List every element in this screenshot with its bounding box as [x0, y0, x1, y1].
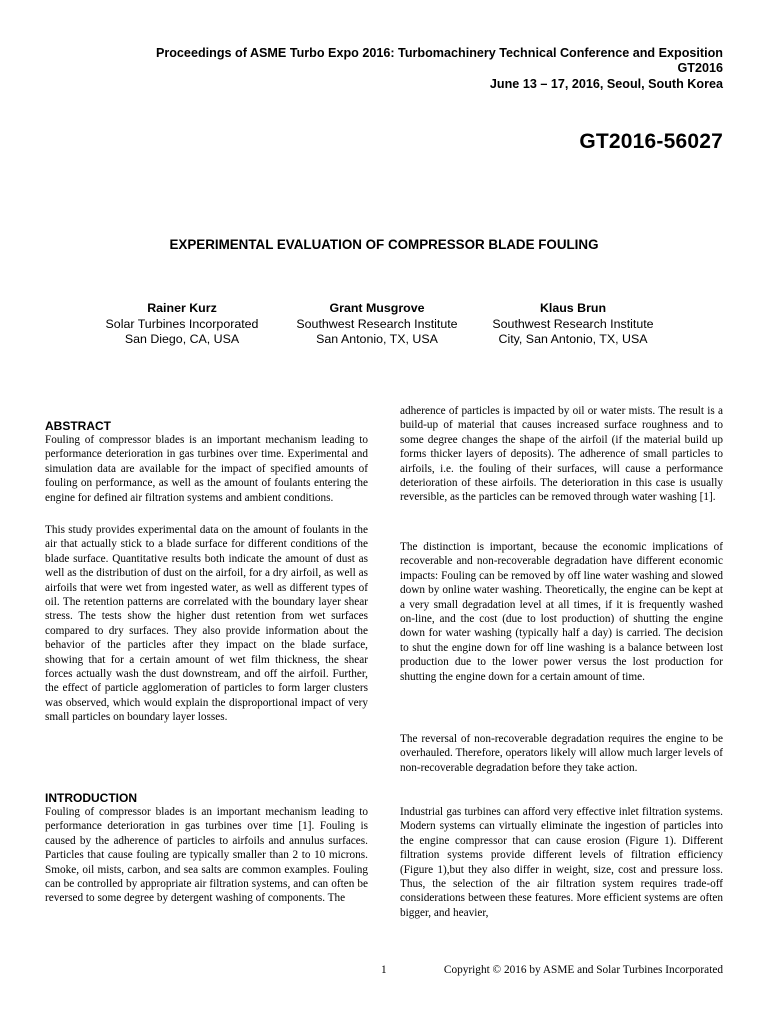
author-name: Grant Musgrove — [329, 301, 425, 315]
author-name: Rainer Kurz — [147, 301, 217, 315]
copyright-notice: Copyright © 2016 by ASME and Solar Turbines Incorporated — [443, 964, 723, 976]
body-paragraph: The distinction is important, because the economic implications of recoverable and non-recoverable degradation have different economic impacts: Fouling can be removed by off line water washing and slowed down by online water washing. Theoretically, the engine can be kept at a very small degradation level at all times, if it is frequently washed on-line, and the cost (due to lost production) of shutting the engine down for water washing (typically half a day) is carried. The decision to shut the engine down for off line washing is a balance between lost production due to the lower power versus the lost production for shutting the engine down for a certain amount of time. — [400, 541, 723, 683]
conference-dates-location: June 13 – 17, 2016, Seoul, South Korea — [489, 77, 723, 91]
author-location: San Diego, CA, USA — [124, 332, 240, 346]
introduction-paragraph: Fouling of compressor blades is an important mechanism leading to performance deterioration in gas turbines over time [1]. Fouling is caused by the adherence of particles to airfoils and annulus surfaces. Particles that cause fouling are typically smaller than 2 to 10 microns. Smoke, oil mists, carbon, and sea salts are common examples. Fouling can be controlled by appropriate air filtration systems, and can often be reversed to some degree by detergent washing of components. The — [45, 806, 368, 905]
author-block — [82, 301, 282, 348]
conference-short-name: GT2016 — [677, 61, 723, 75]
paper-title: EXPERIMENTAL EVALUATION OF COMPRESSOR BLADE FOULING — [169, 237, 599, 252]
conference-title: Proceedings of ASME Turbo Expo 2016: Turbomachinery Technical Conference and Exposition — [155, 46, 723, 60]
author-block — [473, 301, 673, 348]
body-paragraph: The reversal of non-recoverable degradation requires the engine to be overhauled. Therefore, operators likely will allow much larger levels of non-recoverable degradation before they take action. — [400, 733, 723, 774]
author-block — [277, 301, 477, 348]
abstract-paragraph: Fouling of compressor blades is an important mechanism leading to performance deterioration in gas turbines over time. Experimental and simulation data are available for the impact of specified amounts of fouling on performance, as well as the amount of foulants entering the engine for defined air filtration systems and ambient conditions. — [45, 434, 368, 504]
author-location: City, San Antonio, TX, USA — [498, 332, 648, 346]
body-paragraph: Industrial gas turbines can afford very effective inlet filtration systems. Modern systems can virtually eliminate the ingestion of particles into the engine compressor that can cause erosion (Figure 1). Different filtration systems provide different levels of filtration efficiency (Figure 1),but they also differ in weight, size, cost and pressure loss. Thus, the selection of the air filtration system requires trade-off considerations between these features. More efficient systems are often bigger, and heavier, — [400, 806, 723, 919]
page-number: 1 — [381, 964, 387, 976]
author-location: San Antonio, TX, USA — [316, 332, 438, 346]
body-paragraph: adherence of particles is impacted by oil or water mists. The result is a build-up of material that causes increased surface roughness and to some degree changes the shape of the airfoil (if the material build up forms thicker layers of deposits). The adherence of small particles to airfoils, i.e. the fouling of their surfaces, will cause a performance deterioration of these airfoils. The deterioration in this case is usually reversible, as the particles can be removed through water washing [1]. — [400, 405, 723, 504]
abstract-paragraph: This study provides experimental data on the amount of foulants in the air that actually stick to a blade surface for different conditions of the blade surface. Quantitative results both indicate the amount of dust as well as the distribution of dust on the airfoil, for a dry airfoil, as well as airfoils that were wet from ingested water, as well as different types of oil. The retention patterns are correlated with the boundary layer shear stress. The tests show the higher dust retention from wet surfaces compared to dry surfaces. They also provide information about the behavior of the particles after they impact on the blade surface, showing that for a certain amount of wet film thickness, the shear forces actually wash the dust downstream, and off the airfoil. Further, the effect of particle agglomeration of particles to form larger clusters was observed, which would explain the disproportional impact of very small particles on boundary layer losses. — [45, 524, 368, 724]
abstract-heading: ABSTRACT — [45, 419, 111, 433]
author-name: Klaus Brun — [539, 301, 607, 315]
paper-id: GT2016-56027 — [579, 130, 723, 153]
introduction-heading: INTRODUCTION — [45, 791, 137, 805]
author-affiliation: Solar Turbines Incorporated — [105, 316, 259, 331]
author-affiliation: Southwest Research Institute — [492, 316, 654, 331]
author-affiliation: Southwest Research Institute — [296, 316, 458, 331]
